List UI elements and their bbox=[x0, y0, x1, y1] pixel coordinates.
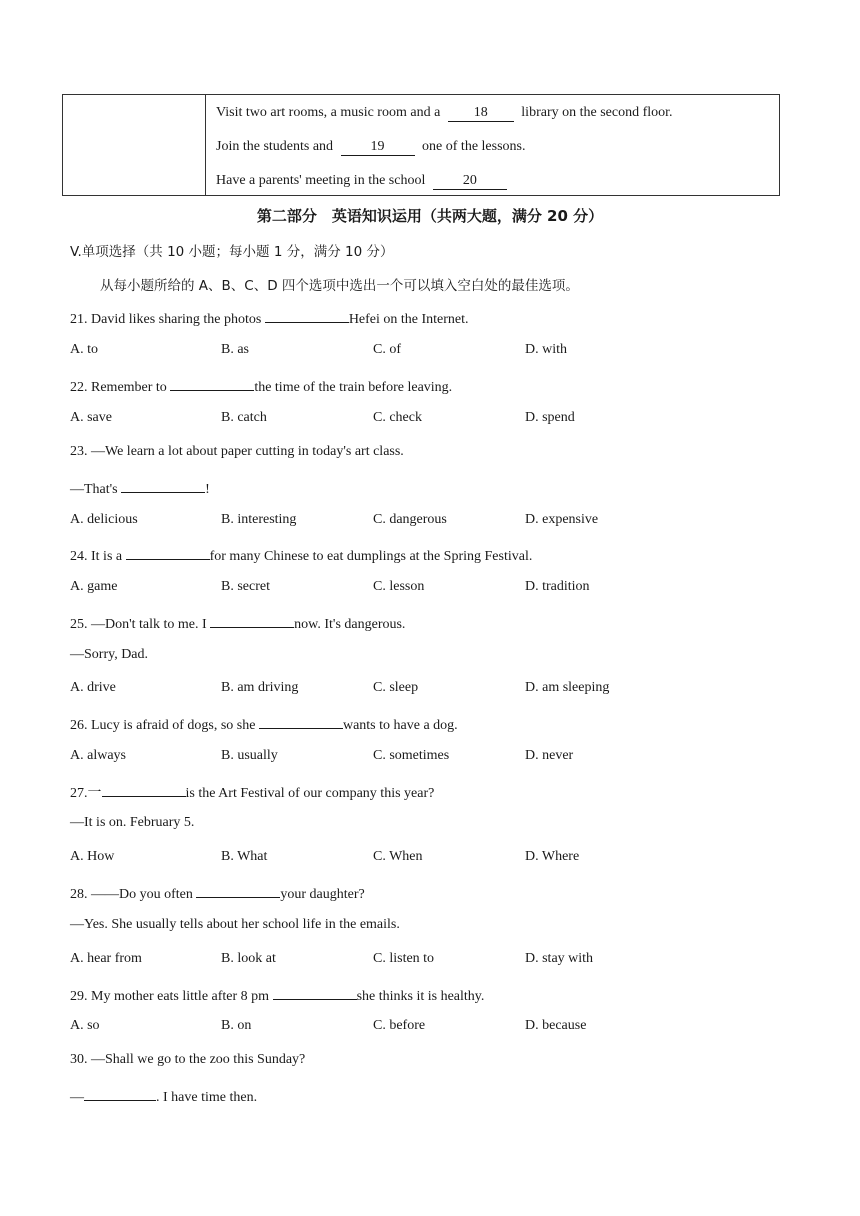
question-stem: 27.一 bbox=[70, 786, 102, 801]
option-a: A. so bbox=[70, 1018, 100, 1033]
option-d: D. stay with bbox=[525, 951, 594, 966]
question-tail: Hefei on the Internet. bbox=[348, 312, 469, 327]
reply-tail: . I have time then. bbox=[156, 1090, 258, 1105]
question-25-reply: —Sorry, Dad. bbox=[70, 647, 149, 662]
part-heading: V.单项选择（共 10 小题；每小题 1 分，满分 10 分） bbox=[70, 244, 394, 260]
option-c: C. sometimes bbox=[373, 748, 450, 763]
question-tail: now. It's dangerous. bbox=[294, 617, 406, 632]
option-a: A. to bbox=[70, 342, 98, 357]
reply-tail: ! bbox=[205, 482, 210, 497]
blank-19: 19 bbox=[341, 139, 415, 156]
option-a: A. drive bbox=[70, 680, 116, 695]
option-d: D. because bbox=[525, 1018, 587, 1033]
question-29 bbox=[70, 985, 484, 1005]
option-d: D. tradition bbox=[525, 579, 590, 594]
question-stem: 25. —Don't talk to me. I bbox=[70, 617, 211, 632]
option-c: C. listen to bbox=[373, 951, 435, 966]
question-tail: the time of the train before leaving. bbox=[254, 380, 453, 395]
blank-18: 18 bbox=[448, 105, 514, 122]
question-tail: wants to have a dog. bbox=[342, 718, 458, 733]
table-line-1-tail: library on the second floor. bbox=[521, 105, 673, 120]
question-28-reply: —Yes. She usually tells about her school life in the emails. bbox=[70, 917, 400, 932]
answer-blank bbox=[273, 985, 357, 1000]
table-line-3 bbox=[216, 173, 511, 190]
section-title: 第二部分 英语知识运用（共两大题，满分 20 分） bbox=[256, 207, 604, 225]
question-stem: 21. David likes sharing the photos bbox=[70, 312, 265, 327]
answer-blank bbox=[259, 714, 343, 729]
question-28 bbox=[70, 883, 365, 903]
instruction: 从每小题所给的 A、B、C、D 四个选项中选出一个可以填入空白处的最佳选项。 bbox=[100, 278, 579, 294]
table-line-2-text: Join the students and bbox=[216, 139, 334, 154]
table-line-1 bbox=[216, 105, 673, 122]
option-c: C. of bbox=[373, 342, 401, 357]
answer-blank bbox=[84, 1086, 156, 1101]
question-30: 30. —Shall we go to the zoo this Sunday? bbox=[70, 1052, 306, 1067]
answer-blank bbox=[265, 308, 349, 323]
answer-blank bbox=[210, 613, 294, 628]
option-a: A. delicious bbox=[70, 512, 138, 527]
question-22 bbox=[70, 376, 452, 396]
question-23: 23. —We learn a lot about paper cutting in today's art class. bbox=[70, 444, 404, 459]
answer-blank bbox=[102, 782, 186, 797]
table-line-3-text: Have a parents' meeting in the school bbox=[216, 173, 426, 188]
option-a: A. How bbox=[70, 849, 115, 864]
question-21 bbox=[70, 308, 469, 328]
option-b: B. on bbox=[221, 1018, 252, 1033]
table-right-cell bbox=[206, 95, 779, 195]
answer-blank bbox=[170, 376, 254, 391]
option-b: B. am driving bbox=[221, 680, 299, 695]
table-line-2 bbox=[216, 139, 525, 156]
option-a: A. hear from bbox=[70, 951, 142, 966]
table-left-cell bbox=[63, 95, 206, 195]
question-stem: 29. My mother eats little after 8 pm bbox=[70, 989, 273, 1004]
option-b: B. secret bbox=[221, 579, 270, 594]
question-30-reply bbox=[70, 1086, 257, 1106]
question-23-reply bbox=[70, 478, 210, 498]
option-b: B. catch bbox=[221, 410, 267, 425]
option-b: B. interesting bbox=[221, 512, 297, 527]
table-line-2-tail: one of the lessons. bbox=[422, 139, 526, 154]
question-stem: 22. Remember to bbox=[70, 380, 171, 395]
option-b: B. as bbox=[221, 342, 249, 357]
option-a: A. game bbox=[70, 579, 118, 594]
option-c: C. When bbox=[373, 849, 423, 864]
option-b: B. usually bbox=[221, 748, 278, 763]
question-tail: is the Art Festival of our company this year? bbox=[185, 786, 435, 801]
option-b: B. look at bbox=[221, 951, 276, 966]
question-stem: 24. It is a bbox=[70, 549, 126, 564]
option-c: C. check bbox=[373, 410, 422, 425]
option-d: D. am sleeping bbox=[525, 680, 610, 695]
question-stem: 28. ——Do you often bbox=[70, 887, 197, 902]
blank-20: 20 bbox=[433, 173, 507, 190]
option-d: D. with bbox=[525, 342, 567, 357]
option-d: D. never bbox=[525, 748, 574, 763]
question-26 bbox=[70, 714, 458, 734]
option-b: B. What bbox=[221, 849, 268, 864]
option-c: C. dangerous bbox=[373, 512, 447, 527]
option-a: A. always bbox=[70, 748, 126, 763]
question-tail: for many Chinese to eat dumplings at the Spring Festival. bbox=[209, 549, 533, 564]
option-d: D. expensive bbox=[525, 512, 599, 527]
answer-blank bbox=[121, 478, 205, 493]
question-27-reply: —It is on. February 5. bbox=[70, 815, 195, 830]
question-27 bbox=[70, 782, 434, 802]
option-c: C. sleep bbox=[373, 680, 419, 695]
option-d: D. Where bbox=[525, 849, 580, 864]
question-25 bbox=[70, 613, 405, 633]
question-tail: she thinks it is healthy. bbox=[356, 989, 485, 1004]
reading-table bbox=[62, 94, 780, 196]
answer-blank bbox=[196, 883, 280, 898]
question-stem: 26. Lucy is afraid of dogs, so she bbox=[70, 718, 259, 733]
option-c: C. lesson bbox=[373, 579, 425, 594]
option-d: D. spend bbox=[525, 410, 575, 425]
option-c: C. before bbox=[373, 1018, 426, 1033]
reply-stem: — bbox=[70, 1090, 84, 1105]
table-line-1-text: Visit two art rooms, a music room and a bbox=[216, 105, 441, 120]
option-a: A. save bbox=[70, 410, 112, 425]
answer-blank bbox=[126, 545, 210, 560]
question-tail: your daughter? bbox=[280, 887, 365, 902]
reply-stem: —That's bbox=[70, 482, 122, 497]
question-24 bbox=[70, 545, 532, 565]
